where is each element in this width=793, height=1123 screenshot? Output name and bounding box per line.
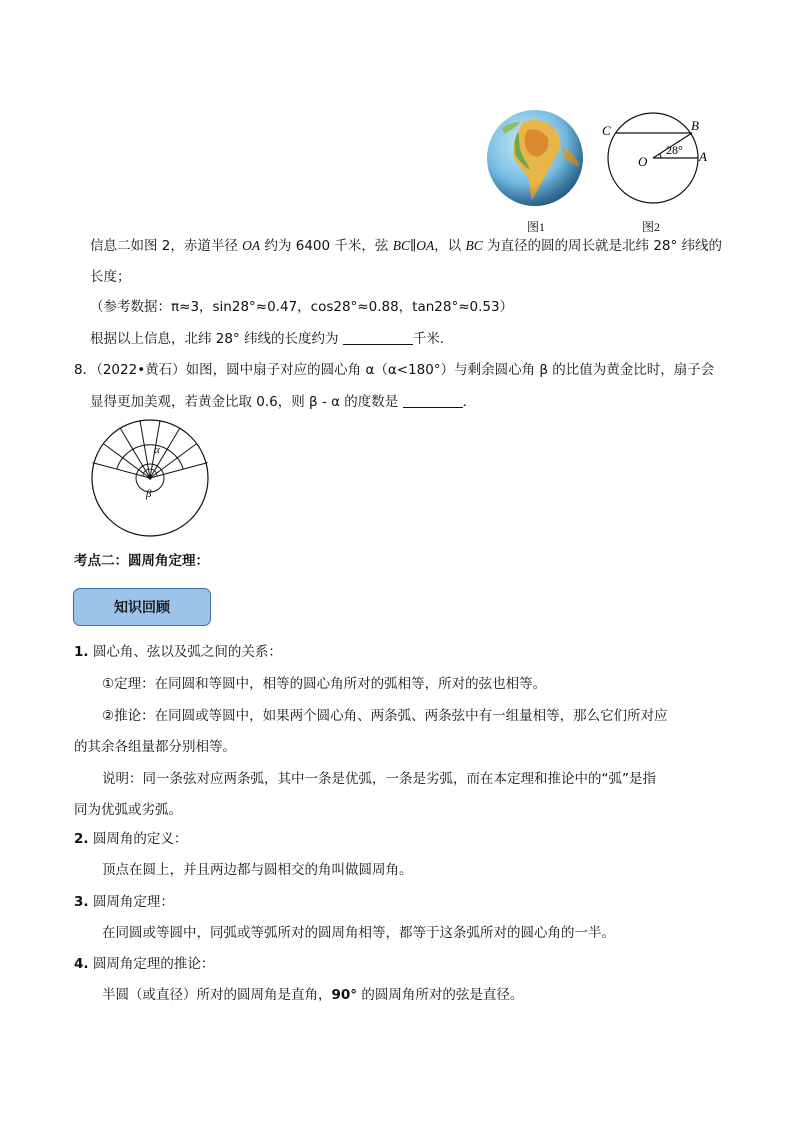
figure2-diagram — [598, 108, 718, 208]
k3-heading: 3. 圆周角定理： — [74, 894, 174, 910]
k1-note-line1: 说明：同一条弦对应两条弧，其中一条是优弧，一条是劣弧，而在本定理和推论中的“弧”是指 — [102, 771, 656, 787]
q8-line1: 8．（2022•黄石）如图，圆中扇子对应的圆心角 α（α<180°）与剩余圆心角 β 的比值为黄金比时，扇子会 — [74, 362, 715, 378]
k1-theorem: ①定理：在同圆和等圆中，相等的圆心角所对的弧相等，所对的弦也相等。 — [102, 676, 547, 692]
k1-heading: 1. 圆心角、弦以及弧之间的关系： — [74, 644, 282, 660]
k4-heading: 4. 圆周角定理的推论： — [74, 956, 215, 972]
q7-reference-data: （参考数据：π≈3，sin28°≈0.47，cos28°≈0.88，tan28°≈0.53） — [90, 299, 514, 315]
knowledge-review-button[interactable]: 知识回顾 — [73, 588, 211, 626]
k3-body: 在同圆或等圆中，同弧或等弧所对的圆周角相等，都等于这条弧所对的圆心角的一半。 — [102, 925, 615, 941]
alpha-label: α — [154, 444, 160, 456]
q7-answer-line: 根据以上信息，北纬 28° 纬线的长度约为 千米． — [90, 331, 454, 347]
section-title: 考点二：圆周角定理： — [74, 553, 209, 569]
k1-note-line2: 同为优弧或劣弧。 — [74, 802, 182, 818]
angle-arc — [660, 154, 661, 158]
q7-answer-blank[interactable] — [343, 330, 413, 345]
q8-answer-blank[interactable] — [403, 393, 463, 408]
figure1-caption: 图1 — [527, 220, 546, 234]
k2-heading: 2. 圆周角的定义： — [74, 831, 188, 847]
q7-info2-line2: 长度； — [90, 269, 131, 285]
angle-label: 28° — [666, 143, 683, 157]
figure2-caption: 图2 — [642, 220, 661, 234]
label-c: C — [602, 123, 611, 138]
label-o: O — [638, 154, 648, 169]
beta-label: β — [146, 488, 152, 500]
label-a: A — [699, 149, 707, 164]
k1-corollary-line1: ②推论：在同圆或等圆中，如果两个圆心角、两条弧、两条弦中有一组量相等，那么它们所对应 — [102, 708, 668, 724]
k4-body: 半圆（或直径）所对的圆周角是直角，90° 的圆周角所对的弦是直径。 — [102, 987, 524, 1003]
fan-diagram — [88, 418, 212, 540]
k2-body: 顶点在圆上，并且两边都与圆相交的角叫做圆周角。 — [102, 862, 413, 878]
q7-info2-line1: 信息二如图 2，赤道半径 OA 约为 6400 千米，弦 BC∥OA，以 BC 为直径的圆的周长就是北纬 28° 纬线的 — [90, 238, 723, 254]
globe-image — [484, 108, 586, 208]
label-b: B — [691, 118, 699, 133]
k1-corollary-line2: 的其余各组量都分别相等。 — [74, 739, 236, 755]
q8-line2: 显得更加美观，若黄金比取 0.6，则 β - α 的度数是 ． — [90, 394, 477, 410]
